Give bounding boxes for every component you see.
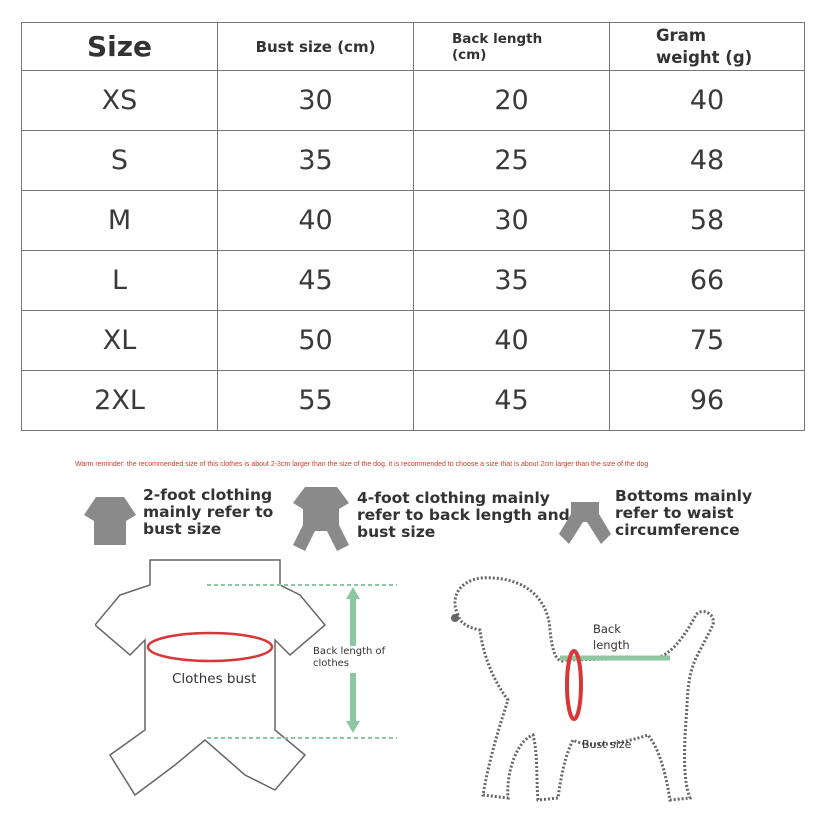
clothes-back-length-label: Back length of clothes — [313, 646, 386, 669]
cell-weight: 48 — [610, 131, 805, 191]
dog-outline — [455, 578, 713, 800]
cell-weight: 58 — [610, 191, 805, 251]
table-row — [22, 131, 805, 191]
cell-weight: 66 — [610, 251, 805, 311]
cell-weight: 96 — [610, 371, 805, 431]
dog-bust-label: Bust size — [582, 738, 632, 751]
size-chart-table — [21, 22, 805, 431]
cell-back: 40 — [414, 311, 610, 371]
bottoms-icon — [557, 500, 613, 546]
cell-bust: 35 — [218, 131, 414, 191]
table-row — [22, 371, 805, 431]
cell-back: 45 — [414, 371, 610, 431]
cell-size: 2XL — [22, 371, 218, 431]
cell-back: 25 — [414, 131, 610, 191]
guide-four-foot: 4-foot clothing mainly refer to back length and bust size — [357, 489, 570, 541]
cell-size: M — [22, 191, 218, 251]
table-row — [22, 71, 805, 131]
table-row — [22, 191, 805, 251]
guide-bottoms: Bottoms mainly refer to waist circumference — [615, 487, 753, 539]
table-row — [22, 251, 805, 311]
header-bust: Bust size (cm) — [218, 23, 414, 71]
four-leg-suit-icon — [291, 485, 351, 553]
cell-bust: 30 — [218, 71, 414, 131]
two-leg-shirt-icon — [82, 493, 138, 549]
cell-size: XL — [22, 311, 218, 371]
cell-size: XS — [22, 71, 218, 131]
header-back-length: Back length (cm) — [414, 23, 610, 71]
dog-back-length-label: Back length — [593, 622, 630, 652]
cell-size: L — [22, 251, 218, 311]
cell-back: 35 — [414, 251, 610, 311]
cell-weight: 75 — [610, 311, 805, 371]
clothes-bust-label: Clothes bust — [172, 671, 257, 687]
header-gram-weight: Gram weight (g) — [610, 23, 805, 71]
cell-bust: 55 — [218, 371, 414, 431]
cell-bust: 40 — [218, 191, 414, 251]
dog-diagram — [438, 570, 738, 810]
table-row — [22, 311, 805, 371]
header-size: Size — [22, 23, 218, 71]
cell-bust: 45 — [218, 251, 414, 311]
cell-back: 20 — [414, 71, 610, 131]
warm-reminder: Warm reminder: the recommended size of this clothes is about 2-3cm larger than the size of the dog. it is recommended to choose a size that is about 2cm larger than the size of the dog — [75, 461, 649, 468]
table-header-row — [22, 23, 805, 71]
cell-back: 30 — [414, 191, 610, 251]
cell-weight: 40 — [610, 71, 805, 131]
cell-bust: 50 — [218, 311, 414, 371]
guide-two-foot: 2-foot clothing mainly refer to bust size — [143, 486, 274, 538]
cell-size: S — [22, 131, 218, 191]
